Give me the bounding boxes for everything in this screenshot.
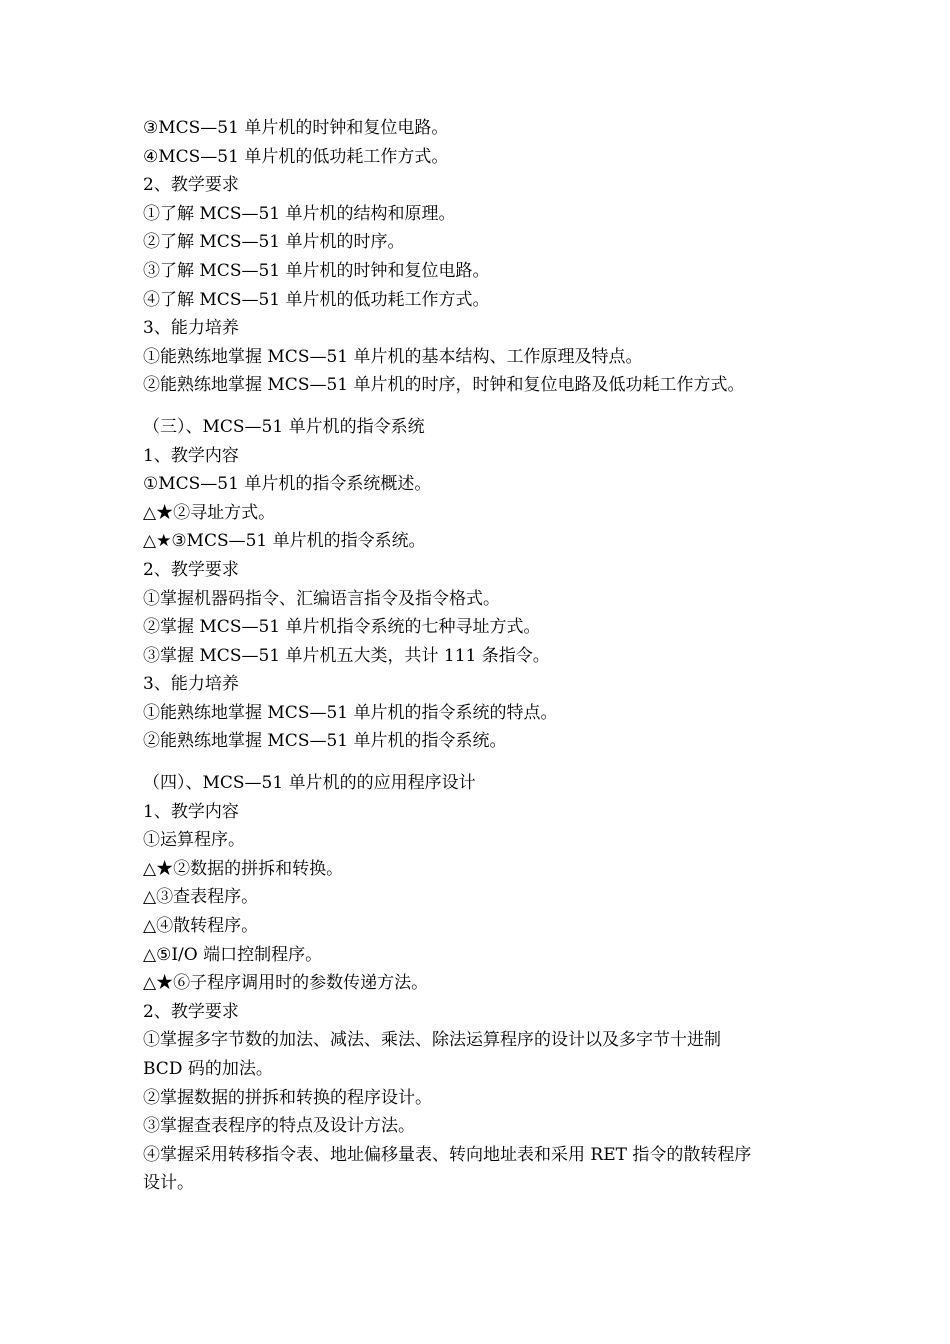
subsection-heading: 2、教学要求: [143, 175, 239, 196]
list-item: ③MCS—51 单片机的时钟和复位电路。: [143, 118, 449, 138]
list-item: △★②数据的拼拆和转换。: [143, 858, 344, 879]
section-heading: （四）、MCS—51 单片机的的应用程序设计: [143, 773, 476, 794]
subsection-heading: 3、能力培养: [143, 318, 239, 339]
list-item: ③掌握查表程序的特点及设计方法。: [143, 1116, 415, 1137]
list-item: ①能熟练地掌握 MCS—51 单片机的基本结构、工作原理及特点。: [143, 346, 643, 367]
list-item: ①MCS—51 单片机的指令系统概述。: [143, 474, 432, 495]
list-item-continuation: 设计。: [143, 1173, 194, 1194]
document-body: [143, 114, 833, 1198]
list-item: ②掌握 MCS—51 单片机指令系统的七种寻址方式。: [143, 617, 541, 638]
subsection-heading: 2、教学要求: [143, 1001, 239, 1022]
list-item-continuation: BCD 码的加法。: [143, 1059, 273, 1079]
list-item: ①了解 MCS—51 单片机的结构和原理。: [143, 203, 456, 224]
list-item: ①掌握机器码指令、汇编语言指令及指令格式。: [143, 588, 500, 609]
list-item: ③掌握 MCS—51 单片机五大类，共计 111 条指令。: [143, 645, 550, 666]
list-item: △★⑥子程序调用时的参数传递方法。: [143, 973, 429, 994]
list-item: △★②寻址方式。: [143, 502, 276, 523]
list-item: ④了解 MCS—51 单片机的低功耗工作方式。: [143, 289, 490, 310]
list-item: ①运算程序。: [143, 830, 245, 851]
list-item: ③了解 MCS—51 单片机的时钟和复位电路。: [143, 260, 490, 281]
list-item: ②能熟练地掌握 MCS—51 单片机的指令系统。: [143, 731, 507, 752]
list-item: △⑤I/O 端口控制程序。: [143, 944, 323, 965]
subsection-heading: 1、教学内容: [143, 445, 239, 466]
list-item: ①掌握多字节数的加法、减法、乘法、除法运算程序的设计以及多字节十进制: [143, 1030, 721, 1051]
list-item: ②了解 MCS—51 单片机的时序。: [143, 232, 405, 253]
list-item: △③查表程序。: [143, 887, 259, 908]
subsection-heading: 1、教学内容: [143, 801, 239, 822]
list-item: ①能熟练地掌握 MCS—51 单片机的指令系统的特点。: [143, 702, 558, 723]
list-item: ④MCS—51 单片机的低功耗工作方式。: [143, 146, 449, 167]
list-item: △④散转程序。: [143, 916, 259, 937]
list-item: ②能熟练地掌握 MCS—51 单片机的时序，时钟和复位电路及低功耗工作方式。: [143, 375, 745, 396]
list-item: ②掌握数据的拼拆和转换的程序设计。: [143, 1087, 432, 1108]
subsection-heading: 3、能力培养: [143, 674, 239, 695]
section-heading: （三）、MCS—51 单片机的指令系统: [143, 416, 425, 437]
subsection-heading: 2、教学要求: [143, 559, 239, 580]
list-item: ④掌握采用转移指令表、地址偏移量表、转向地址表和采用 RET 指令的散转程序: [143, 1144, 752, 1165]
list-item: △★③MCS—51 单片机的指令系统。: [143, 531, 426, 552]
